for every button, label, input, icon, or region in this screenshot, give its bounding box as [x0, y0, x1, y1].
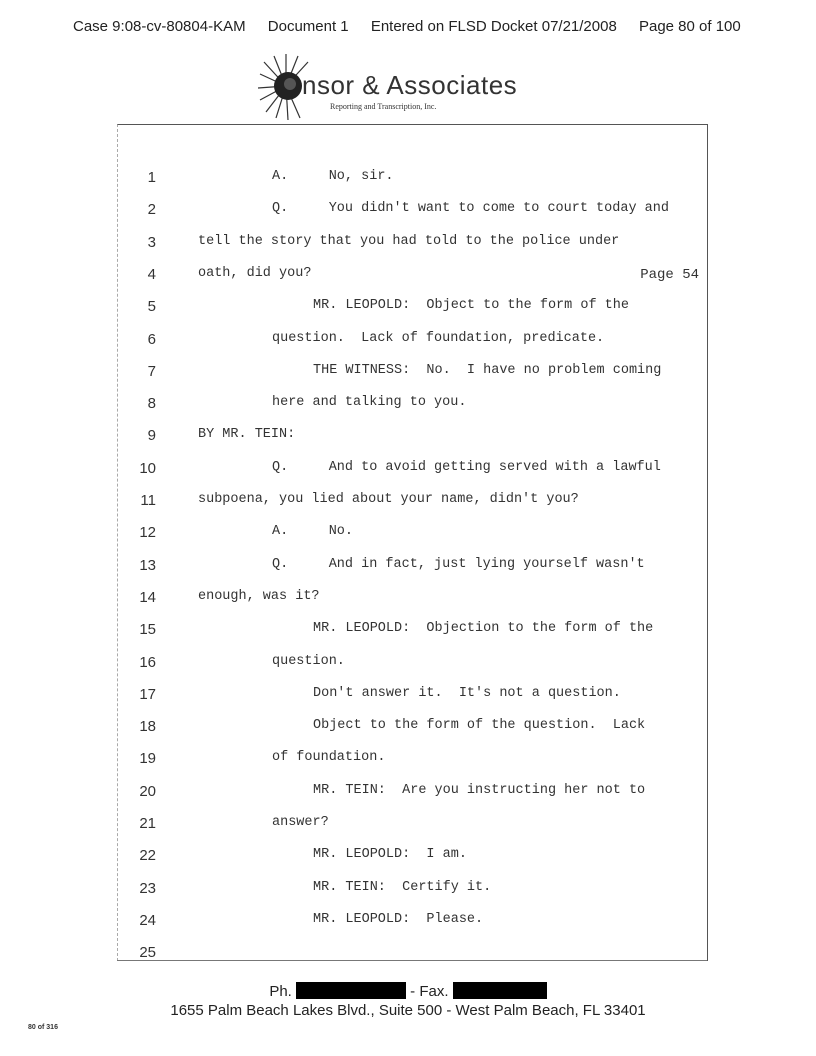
line-text: Don't answer it. It's not a question.: [313, 685, 621, 701]
line-number: 23: [139, 879, 156, 897]
transcript-line: [118, 880, 707, 900]
line-text: oath, did you?: [198, 265, 312, 281]
docket-entry: Entered on FLSD Docket 07/21/2008: [370, 18, 617, 35]
line-text: A. No, sir.: [272, 169, 394, 184]
transcript-line: [118, 718, 707, 738]
line-number: 11: [140, 492, 156, 509]
line-number: 12: [139, 524, 156, 542]
redacted-phone: [296, 982, 406, 999]
logo-company-name: nsor & Associates: [302, 70, 518, 100]
transcript-line: [118, 395, 707, 415]
transcript-line: [118, 783, 707, 803]
line-number: 7: [147, 362, 156, 380]
line-number: 16: [139, 653, 156, 671]
footer-contact: [0, 982, 816, 1000]
line-number: 9: [147, 427, 156, 445]
case-header: [73, 18, 763, 35]
line-text: answer?: [272, 815, 329, 830]
line-number: 18: [139, 718, 156, 736]
header-page-number: Page 80 of 100: [638, 18, 741, 35]
line-text: THE WITNESS: No. I have no problem coming: [313, 362, 662, 378]
transcript-line: [118, 557, 707, 577]
line-number: 15: [139, 621, 156, 639]
line-number: 3: [147, 233, 156, 251]
line-number: 1: [147, 169, 156, 186]
line-text: Q. And to avoid getting served with a lawful: [272, 459, 661, 475]
transcript-line: [118, 750, 707, 770]
transcript-line: [118, 815, 707, 835]
line-number: 4: [147, 265, 156, 283]
bottom-rule: [117, 960, 707, 961]
transcript-page-number: Page 54: [640, 267, 699, 283]
line-number: 20: [139, 782, 156, 800]
line-number: 10: [139, 459, 156, 477]
transcript-line: [118, 944, 707, 964]
line-number: 6: [147, 330, 156, 348]
transcript-line: [118, 589, 707, 609]
line-text: Object to the form of the question. Lack: [313, 718, 646, 734]
line-number: 17: [139, 685, 156, 703]
reporter-logo: [258, 50, 558, 122]
fax-label: - Fax.: [410, 983, 449, 1000]
line-number: 8: [147, 395, 156, 413]
line-number: 14: [139, 588, 156, 606]
line-text: subpoena, you lied about your name, didn't you?: [198, 492, 579, 507]
transcript-line: [118, 266, 707, 286]
transcript-line: [118, 234, 707, 254]
transcript-page: [117, 124, 708, 961]
line-text: MR. TEIN: Are you instructing her not to: [313, 782, 646, 798]
phone-label: Ph.: [269, 983, 292, 1000]
line-number: 5: [147, 298, 156, 316]
line-text: MR. LEOPOLD: I am.: [313, 847, 467, 863]
redacted-fax: [453, 982, 547, 999]
page-count: 80 of 316: [28, 1024, 58, 1031]
line-text: MR. TEIN: Certify it.: [313, 879, 492, 895]
line-text: MR. LEOPOLD: Object to the form of the: [313, 298, 629, 314]
transcript-line: [118, 847, 707, 867]
case-number: Case 9:08-cv-80804-KAM: [73, 18, 246, 35]
transcript-line: [118, 621, 707, 641]
footer-address: 1655 Palm Beach Lakes Blvd., Suite 500 - West Palm Beach, FL 33401: [170, 1002, 646, 1019]
line-number: 2: [147, 201, 156, 219]
document-number: Document 1: [267, 18, 349, 35]
transcript-line: [118, 169, 707, 189]
line-number: 24: [139, 911, 156, 929]
transcript-line: [118, 912, 707, 932]
line-number: 21: [139, 815, 156, 832]
line-text: A. No.: [272, 524, 354, 540]
transcript-line: [118, 654, 707, 674]
line-text: enough, was it?: [198, 588, 320, 604]
transcript-line: [118, 686, 707, 706]
transcript-line: [118, 363, 707, 383]
line-text: BY MR. TEIN:: [198, 427, 296, 443]
line-text: MR. LEOPOLD: Objection to the form of the: [313, 621, 654, 637]
line-number: 25: [139, 944, 156, 962]
transcript-line: [118, 201, 707, 221]
transcript-line: [118, 298, 707, 318]
line-number: 13: [139, 556, 156, 574]
line-text: question. Lack of foundation, predicate.: [272, 330, 605, 346]
line-text: Q. You didn't want to come to court today and: [272, 201, 669, 217]
line-text: of foundation.: [272, 750, 386, 766]
line-text: question.: [272, 653, 345, 669]
transcript-line: [118, 460, 707, 480]
line-text: MR. LEOPOLD: Please.: [313, 911, 484, 927]
transcript-line: [118, 492, 707, 512]
transcript-line: [118, 331, 707, 351]
line-number: 22: [139, 847, 156, 865]
line-text: here and talking to you.: [272, 395, 467, 411]
transcript-line: [118, 427, 707, 447]
line-text: tell the story that you had told to the police under: [198, 233, 620, 249]
logo-tagline: Reporting and Transcription, Inc.: [330, 102, 437, 111]
line-text: Q. And in fact, just lying yourself wasn't: [272, 556, 645, 572]
line-number: 19: [139, 750, 156, 768]
transcript-line: [118, 524, 707, 544]
